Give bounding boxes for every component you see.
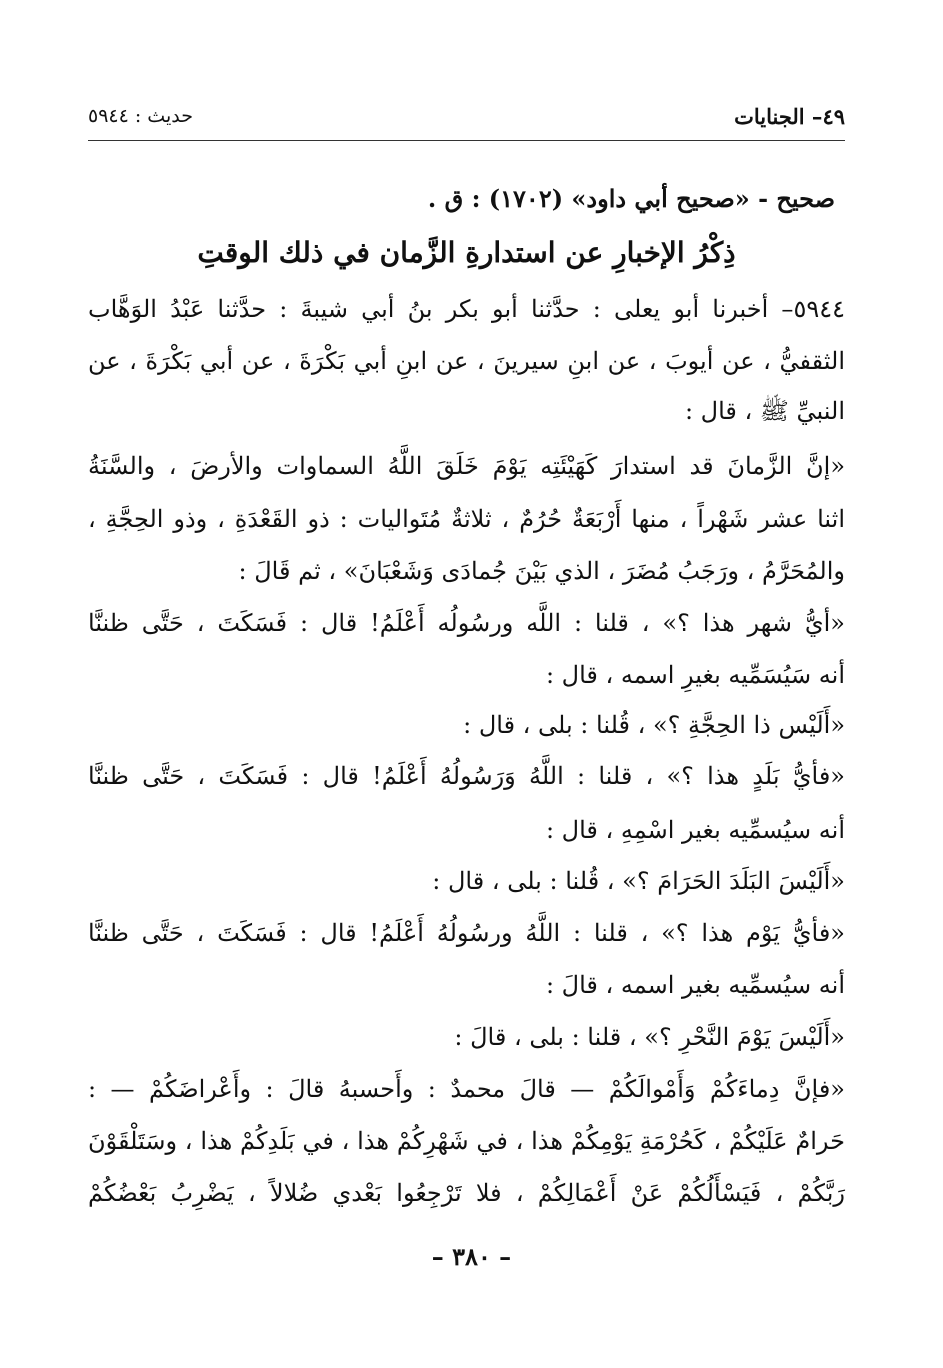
text-line: «أَلَيْسَ يَوْمَ النَّحْرِ ؟» ، قلنا : بلى ، قالَ :	[454, 1023, 845, 1051]
text-line: «فأيُّ يَوْم هذا ؟» ، قلنا : اللَّهُ ورسُولُهُ أَعْلَمُ! قال : فَسَكَتَ ، حَتَّى ظننَّا	[88, 919, 845, 947]
text-line: «أيُّ شهر هذا ؟» ، قلنا : اللَّه ورسُولُه أَعْلَمُ! قال : فَسَكَتَ ، حَتَّى ظننَّا	[88, 609, 845, 637]
text-line: الثقفيُّ ، عن أيوبَ ، عن ابنِ سيرينَ ، عن ابنِ أبي بَكْرَةَ ، عن أبي بَكْرَةَ ، عن	[88, 347, 845, 375]
text-line: ٥٩٤٤– أخبرنا أبو يعلى : حدَّثنا أبو بكر بنُ أبي شيبةَ : حدَّثنا عَبْدُ الوَهَّاب	[88, 295, 845, 323]
text-line: «إنَّ الزَّمانَ قد استدارَ كَهَيْئَتِه يَوْمَ خَلَقَ اللَّهُ السماوات والأرضَ ، والسَّنَةُ	[88, 452, 845, 480]
page-number: – ٣٨٠ –	[431, 1242, 512, 1271]
hadith-grade: صحيح - «صحيح أبي داود» (١٧٠٢) : ق .	[427, 184, 835, 213]
text-line: أنه سيُسمِّيه بغير اسمه ، قالَ :	[545, 971, 845, 999]
text-line: «أَلَيْس ذا الحِجَّةِ ؟» ، قُلنا : بلى ، قال :	[463, 711, 845, 739]
text-line: «فأيُّ بَلَدٍ هذا ؟» ، قلنا : اللَّهُ وَرَسُولُهُ أَعْلَمُ! قال : فَسَكَتَ ، حَتَّى ظننَّا	[88, 762, 845, 790]
text-line: النبيِّ ﷺ ، قال :	[684, 397, 845, 425]
text-line: أنه سيُسمِّيه بغير اسْمِهِ ، قال :	[545, 816, 845, 844]
text-line: «أَلَيْسَ البَلَدَ الحَرَامَ ؟» ، قُلنا : بلى ، قال :	[432, 867, 845, 895]
text-line: والمُحَرَّمُ ، ورَجَبُ مُضَرَ ، الذي بَيْنَ جُمادَى وَشَعْبَانَ» ، ثم قَالَ :	[238, 557, 845, 585]
chapter-title: ٤٩– الجنايات	[734, 103, 845, 129]
text-line: اثنا عشر شَهْراً ، منها أَرْبَعَةٌ حُرُمٌ ، ثلاثةٌ مُتَواليات : ذو القَعْدَةِ ، وذو الحِجَّةِ ،	[88, 505, 845, 533]
section-heading: ذِكْرُ الإخبارِ عن استدارةِ الزَّمان في ذلك الوقتِ	[197, 236, 736, 269]
text-line: حَرامٌ عَلَيْكُمْ ، كَحُرْمَةِ يَوْمِكُمْ هذا ، في شَهْرِكُمْ هذا ، في بَلَدِكُمْ هذا ، وسَتَلْقَوْنَ	[88, 1127, 845, 1155]
text-line: رَبَّكُمْ ، فَيَسْأَلُكُمْ عَنْ أَعْمَالِكُمْ ، فلا تَرْجِعُوا بَعْدي ضُلالاً ، يَضْرِبُ بَعْضُكُمْ	[88, 1179, 845, 1207]
text-line: أنه سَيُسَمِّيه بغيرِ اسمه ، قال :	[545, 661, 845, 689]
text-line: «فإنَّ دِماءَكُمْ وَأَمْوالَكُمْ — قالَ محمدٌ : وأَحسبهُ قالَ : وأَعْراضَكُمْ — :	[88, 1075, 845, 1103]
running-header	[88, 96, 845, 141]
hadith-reference: حديث : ٥٩٤٤	[88, 105, 193, 127]
